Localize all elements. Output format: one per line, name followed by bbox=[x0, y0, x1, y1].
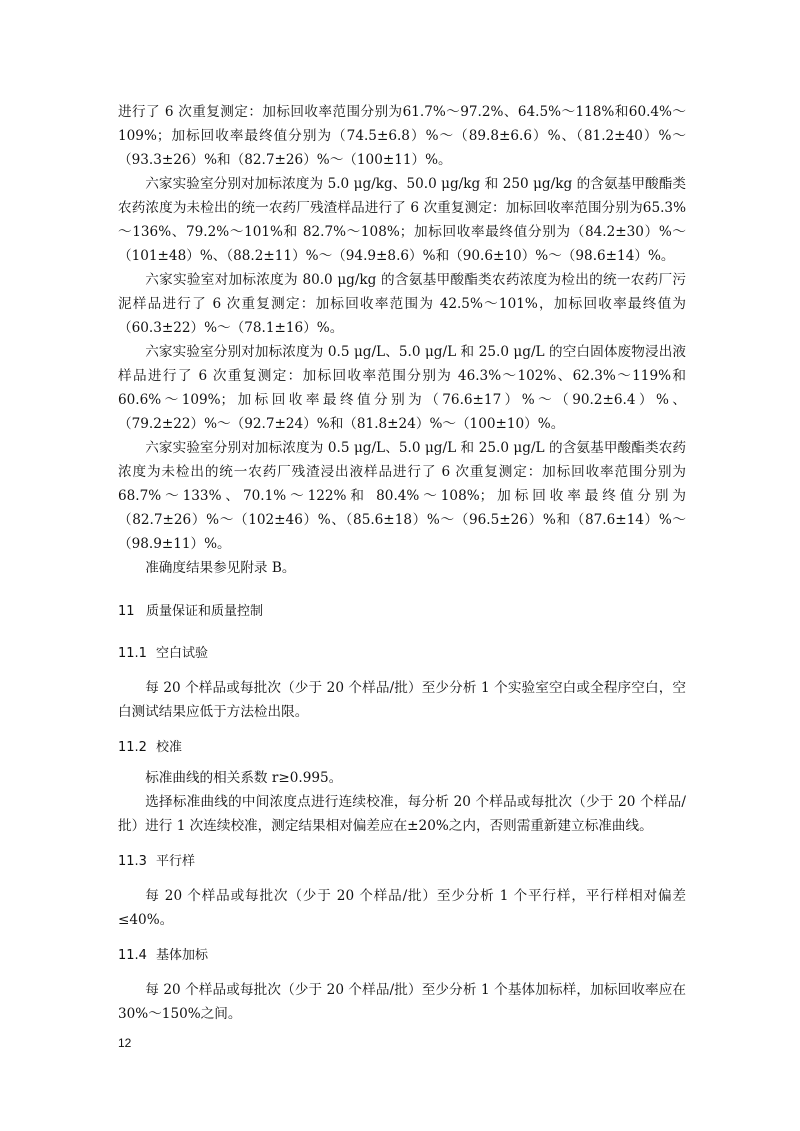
section-heading-11-4 bbox=[118, 946, 686, 966]
page-number: 12 bbox=[118, 1036, 132, 1050]
paragraph-parallel-sample: 每 20 个样品或每批次（少于 20 个样品/批）至少分析 1 个平行样，平行样相对偏差≤40%。 bbox=[118, 888, 686, 928]
paragraph-calibration-r: 标准曲线的相关系数 r≥0.995。 bbox=[145, 770, 343, 786]
paragraph-accuracy-note: 准确度结果参见附录 B。 bbox=[145, 560, 296, 576]
section-number: 11.2 bbox=[118, 740, 147, 755]
section-title: 基体加标 bbox=[156, 948, 209, 963]
paragraph-sludge-recovery: 六家实验室对加标浓度为 80.0 μg/kg 的含氨基甲酸酯类农药浓度为检出的统一农药厂污泥样品进行了 6 次重复测定：加标回收率范围为 42.5%～101%，加标回收率最终值为（60.3±22）%～（78.1±16）%。 bbox=[118, 272, 686, 336]
section-number: 11.3 bbox=[118, 854, 147, 869]
paragraph-calibration-continuous: 选择标准曲线的中间浓度点进行连续校准，每分析 20 个样品或每批次（少于 20 个样品/批）进行 1 次连续校准，测定结果相对偏差应在±20%之内，否则需重新建立标准曲线。 bbox=[118, 794, 686, 834]
section-heading-11 bbox=[118, 602, 686, 622]
paragraph-blank-leachate-recovery: 六家实验室分别对加标浓度为 0.5 μg/L、5.0 μg/L 和 25.0 μg/L 的空白固体废物浸出液样品进行了 6 次重复测定：加标回收率范围分别为 46.3%～102%、62.3%～119%和 60.6%～109%；加标回收率最终值分别为（76.6±17）%～（90.2±6.4）%、（79.2±22）%～（92.7±24）%和（81.8±24）%～（100±10）%。 bbox=[118, 344, 686, 432]
section-title: 校准 bbox=[156, 740, 183, 755]
section-number: 11 bbox=[118, 604, 135, 619]
section-title: 质量保证和质量控制 bbox=[146, 604, 264, 619]
section-title: 平行样 bbox=[156, 854, 196, 869]
paragraph-blank-test: 每 20 个样品或每批次（少于 20 个样品/批）至少分析 1 个实验室空白或全程序空白，空白测试结果应低于方法检出限。 bbox=[118, 680, 686, 720]
section-number: 11.1 bbox=[118, 646, 147, 661]
section-heading-11-3 bbox=[118, 852, 686, 872]
paragraph-residue-recovery: 六家实验室分别对加标浓度为 5.0 μg/kg、50.0 μg/kg 和 250 μg/kg 的含氨基甲酸酯类农药浓度为未检出的统一农药厂残渣样品进行了 6 次重复测定：加标回收率范围分别为65.3%～136%、79.2%～101%和 82.7%～108%；加标回收率最终值分别为（84.2±30）%～（101±48）%、（88.2±11）%～（94.9±8.6）%和（90.6±10）%～（98.6±14）%。 bbox=[118, 176, 686, 264]
paragraph-residue-leachate-recovery: 六家实验室分别对加标浓度为 0.5 μg/L、5.0 μg/L 和 25.0 μg/L 的含氨基甲酸酯类农药浓度为未检出的统一农药厂残渣浸出液样品进行了 6 次重复测定：加标回收率范围分别为68.7%～133%、70.1%～122%和 80.4%～108%；加标回收率最终值分别为（82.7±26）%～（102±46）%、（85.6±18）%～（96.5±26）%和（87.6±14）%～（98.9±11）%。 bbox=[118, 440, 686, 552]
page-content bbox=[118, 100, 686, 1026]
paragraph-continuation: 进行了 6 次重复测定：加标回收率范围分别为61.7%～97.2%、64.5%～118%和60.4%～109%；加标回收率最终值分别为（74.5±6.8）%～（89.8±6.6）%、（81.2±40）%～（93.3±26）%和（82.7±26）%～（100±11）%。 bbox=[118, 104, 686, 168]
paragraph-matrix-spike: 每 20 个样品或每批次（少于 20 个样品/批）至少分析 1 个基体加标样，加标回收率应在 30%～150%之间。 bbox=[118, 982, 686, 1022]
section-title: 空白试验 bbox=[156, 646, 209, 661]
section-heading-11-2 bbox=[118, 738, 686, 758]
section-heading-11-1 bbox=[118, 644, 686, 664]
section-number: 11.4 bbox=[118, 948, 147, 963]
